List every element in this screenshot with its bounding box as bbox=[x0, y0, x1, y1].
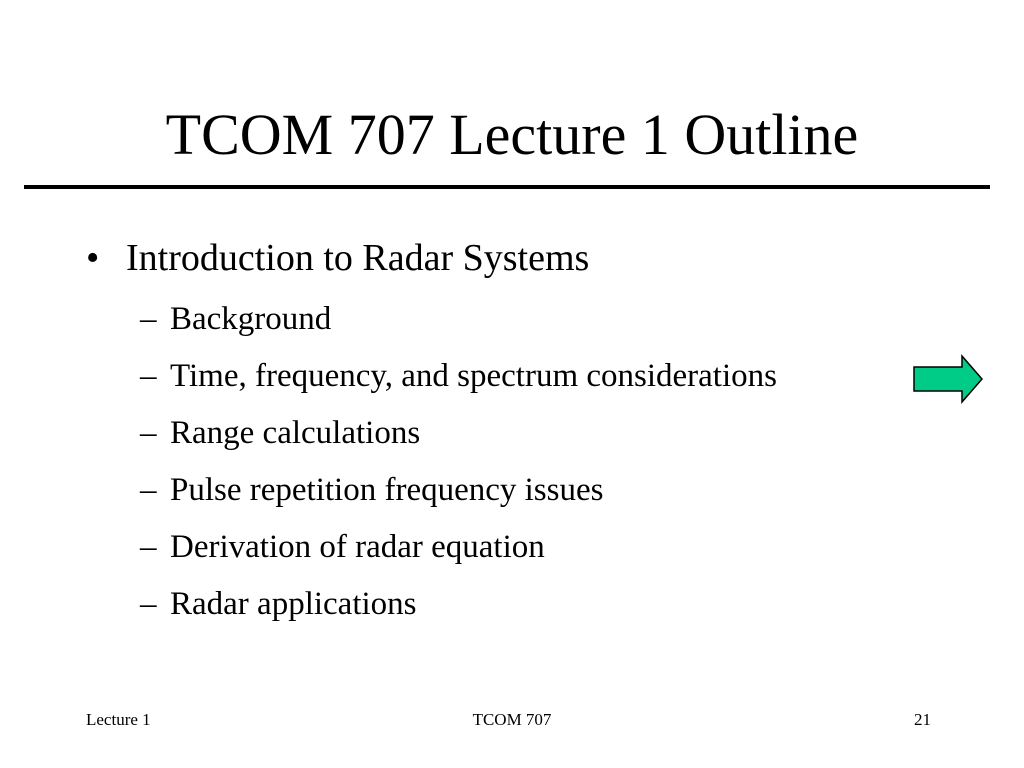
list-item bbox=[140, 414, 777, 471]
list-item bbox=[140, 300, 777, 357]
list-item-text: Time, frequency, and spectrum considerations bbox=[170, 358, 777, 394]
list-item bbox=[140, 528, 777, 585]
bullet-marker: • bbox=[86, 237, 100, 279]
list-item-text: Range calculations bbox=[170, 415, 421, 451]
dash-marker: – bbox=[140, 358, 157, 394]
footer-left: Lecture 1 bbox=[86, 710, 151, 729]
slide-title: TCOM 707 Lecture 1 Outline bbox=[165, 102, 859, 167]
arrow-right-icon[interactable] bbox=[912, 354, 984, 404]
list-item bbox=[140, 357, 777, 414]
list-item-text: Derivation of radar equation bbox=[170, 529, 545, 565]
title-divider bbox=[24, 185, 990, 189]
dash-marker: – bbox=[140, 415, 157, 451]
slide-number: 21 bbox=[914, 710, 931, 729]
dash-marker: – bbox=[140, 529, 157, 565]
list-item-text: Radar applications bbox=[170, 586, 417, 622]
main-bullet-text: Introduction to Radar Systems bbox=[126, 237, 590, 279]
sub-bullet-list bbox=[140, 300, 777, 642]
footer-center: TCOM 707 bbox=[472, 710, 552, 729]
list-item-text: Pulse repetition frequency issues bbox=[170, 472, 604, 508]
list-item-text: Background bbox=[170, 301, 332, 337]
arrow-shape[interactable] bbox=[914, 356, 982, 402]
main-bullet bbox=[86, 236, 589, 280]
list-item bbox=[140, 585, 777, 642]
dash-marker: – bbox=[140, 472, 157, 508]
dash-marker: – bbox=[140, 586, 157, 622]
list-item bbox=[140, 471, 777, 528]
dash-marker: – bbox=[140, 301, 157, 337]
